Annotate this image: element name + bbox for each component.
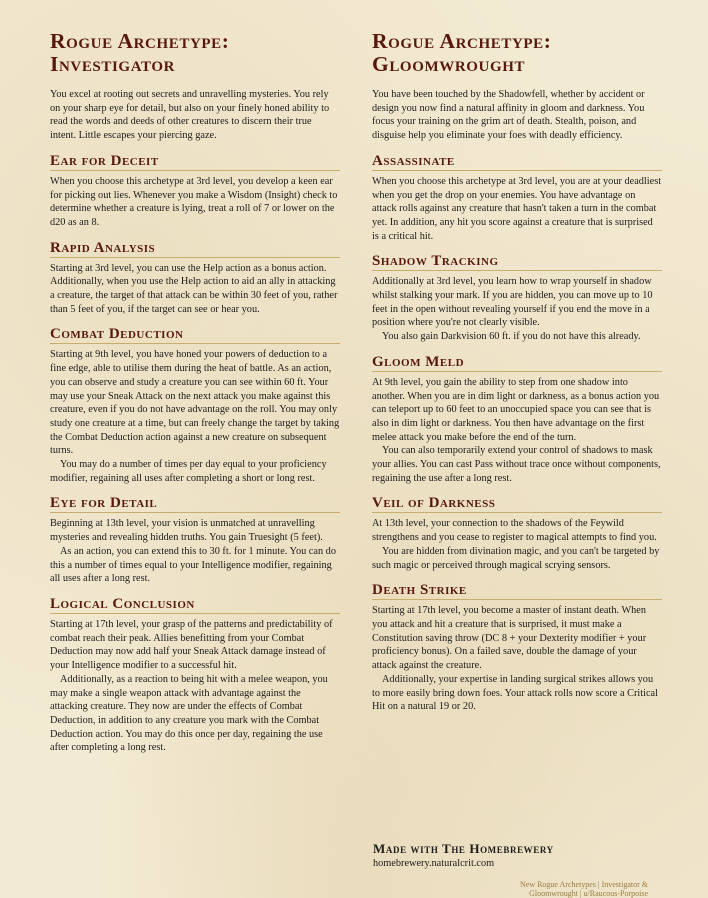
section [50,153,340,230]
section [372,354,662,486]
section [50,240,340,317]
section [372,582,662,714]
section-heading: Combat Deduction [50,326,340,344]
section-paragraph: Additionally at 3rd level, you learn how to wrap yourself in shadow whilst stalking your mark. If you are hidden, you can move up to 10 feet in the open without revealing yourself if you end the move in a position where you're not clearly visible. [372,276,653,329]
section-paragraph: Additionally, as a reaction to being hit with a melee weapon, you may make a single weapon attack with advantage against the attacking creature. They now are under the effects of Combat Deduction, in addition to any creature you mark with the Combat Deduction action. You may do this once per day, regaining the use after completing a long rest. [50,673,328,754]
section-paragraph: You also gain Darkvision 60 ft. if you do not have this already. [382,331,641,343]
section-heading: Death Strike [372,582,662,600]
section [372,153,662,244]
section-paragraph: When you choose this archetype at 3rd level, you develop a keen ear for picking out lies. Whenever you make a Wisdom (Insight) check to determine whether a creature is lying, treat a roll of 7 or lower on the d20 as an 8. [50,175,338,228]
section-paragraph: Starting at 9th level, you have honed your powers of deduction to a fine edge, able to utilise them during the heat of battle. As an action, you can observe and study a creature you can see within 60 ft. Your may use your Sneak Attack on the next attack you make against this creature, even if you do not have advantage on the roll. You may only study one creature at a time, but can freely change the target by taking the Combat Deduction action against a new creature on subsequent turns. [50,349,340,457]
section-paragraph: Beginning at 13th level, your vision is unmatched at unravelling mysteries and revealing hidden truths. You gain Truesight (5 feet). [50,518,323,544]
homebrewery-url[interactable]: homebrewery.naturalcrit.com [373,858,495,869]
section-paragraph: Starting at 17th level, your grasp of the patterns and predictability of combat reach their peak. Allies benefitting from your Combat Deduction may now add half your Sneak Attack damage instead of your Intelligence modifier to a successful hit. [50,618,333,672]
section-heading: Gloom Meld [372,354,662,372]
right-title: Rogue Archetype: Gloomwrought [372,29,552,76]
section-paragraph: Starting at 17th level, you become a master of instant death. When you attack and hit a creature that is surprised, it must make a Constitution saving throw (DC 8 + your Dexterity modifier + your proficiency bonus). On a failed save, double the damage of your attack against the creature. [372,605,647,672]
section-heading: Rapid Analysis [50,240,340,258]
section-heading: Logical Conclusion [50,596,340,614]
page-footnote: New Rogue Archetypes | Investigator & Gloomwrought | u/Raucous-Porpoise [519,880,648,898]
left-sections [50,153,340,755]
section-paragraph: At 9th level, you gain the ability to step from one shadow into another. When you are in dim light or darkness, as a bonus action you can teleport up to 60 feet to an unoccupied space you can see that is also in dim light or darkness. You then have advantage on the first melee attack you make before the end of the turn. [372,376,660,443]
section-heading: Veil of Darkness [372,495,662,513]
left-title: Rogue Archetype: Investigator [50,29,230,76]
section [50,495,340,586]
homebrewery-credit: Made with The Homebrewery [373,841,554,856]
section-heading: Shadow Tracking [372,253,662,271]
section [372,495,662,572]
left-column [50,30,340,765]
section-heading: Eye for Detail [50,495,340,513]
right-column [372,30,662,724]
left-intro-section [50,88,340,143]
section-paragraph: When you choose this archetype at 3rd level, you are at your deadliest when you get the drop on your enemies. You have advantage on attack rolls against any creature that hasn't taken a turn in the combat yet. In addition, any hit you score against a creature that is surprised is a critical hit. [372,175,662,242]
left-intro: You excel at rooting out secrets and unravelling mysteries. You rely on your sharp eye for detail, but also on your finely honed ability to read the words and deeds of other creatures to discern their true intent. Little escapes your piercing gaze. [50,89,330,142]
section-paragraph: You are hidden from divination magic, and you can't be targeted by such magic or perceived through magical scrying sensors. [372,545,660,571]
section [372,253,662,344]
section-heading: Ear for Deceit [50,153,340,171]
section-paragraph: You can also temporarily extend your control of shadows to mask your allies. You can cast Pass without trace once without components, regaining the use after a long rest. [372,445,661,484]
section-paragraph: At 13th level, your connection to the shadows of the Feywild strengthens and you cease to register to magical attempts to find you. [372,518,657,544]
section-heading: Assassinate [372,153,662,171]
right-intro-section [372,88,662,143]
section-paragraph: As an action, you can extend this to 30 ft. for 1 minute. You can do this a number of times equal to your Intelligence modifier, regaining all uses after a long rest. [50,545,336,585]
section-paragraph: Starting at 3rd level, you can use the Help action as a bonus action. Additionally, when you use the Help action to aid an ally in attacking a creature, the target of that attack can be within 30 feet of you, rather than 5 feet of you, if the target can see or hear you. [50,262,338,315]
section-paragraph: Additionally, your expertise in landing surgical strikes allows you to more easily bring down foes. Your attack rolls now score a Critical Hit on a natural 19 or 20. [372,673,658,713]
right-sections [372,153,662,714]
section-paragraph: You may do a number of times per day equal to your proficiency modifier, regaining all uses after completing a short or long rest. [50,459,327,484]
section [50,326,340,485]
section [50,596,340,755]
right-intro: You have been touched by the Shadowfell, whether by accident or design you now find a natural affinity in gloom and darkness. You focus your training on the grim art of death. Stealth, poison, and disguise help you eliminate your foes with deadly efficiency. [372,89,645,142]
